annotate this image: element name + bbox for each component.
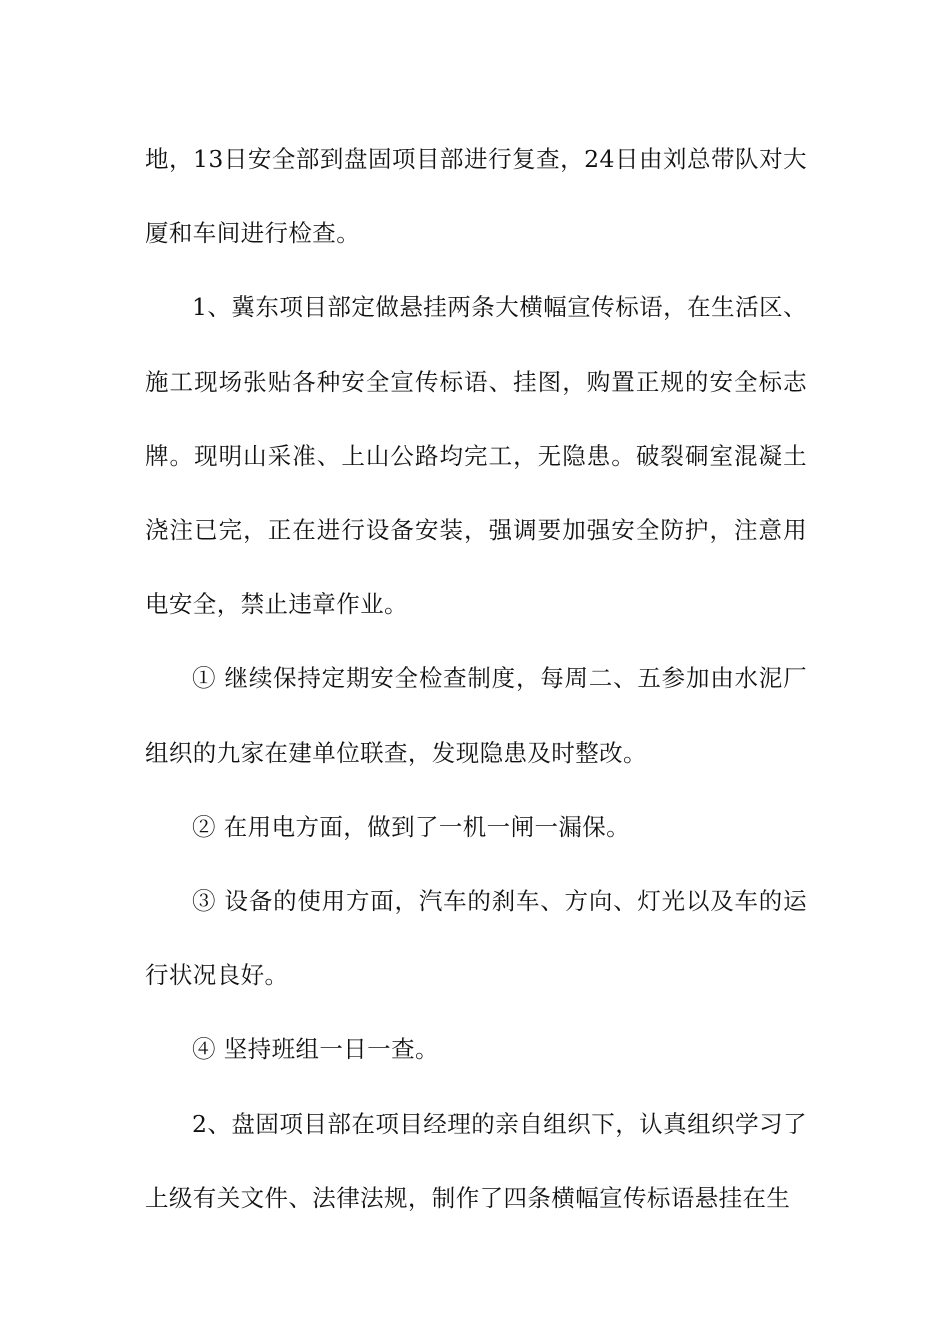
- paragraph-item-3: ③ 设备的使用方面，汽车的刹车、方向、灯光以及车的运行状况良好。: [145, 887, 807, 990]
- paragraph-pangu-project: 2、盘固项目部在项目经理的亲自组织下，认真组织学习了上级有关文件、法律法规，制作了四条横幅宣传标语悬挂在生: [145, 1109, 807, 1212]
- document-body: [145, 122, 807, 1235]
- paragraph-item-4: ④ 坚持班组一日一查。: [192, 1035, 439, 1064]
- paragraph-continuation: 地，13日安全部到盘固项目部进行复查，24日由刘总带队对大厦和车间进行检查。: [145, 145, 807, 248]
- paragraph-item-2: ② 在用电方面，做到了一机一闸一漏保。: [192, 812, 631, 841]
- paragraph-jidong-project: 1、冀东项目部定做悬挂两条大横幅宣传标语，在生活区、施工现场张贴各种安全宣传标语、挂图，购置正规的安全标志牌。现明山采准、上山公路均完工，无隐患。破裂硐室混凝土浇注已完，正在进行设备安装，强调要加强安全防护，注意用电安全，禁止违章作业。: [145, 293, 807, 619]
- paragraph-item-1: ① 继续保持定期安全检查制度，每周二、五参加由水泥厂组织的九家在建单位联查，发现隐患及时整改。: [145, 664, 807, 767]
